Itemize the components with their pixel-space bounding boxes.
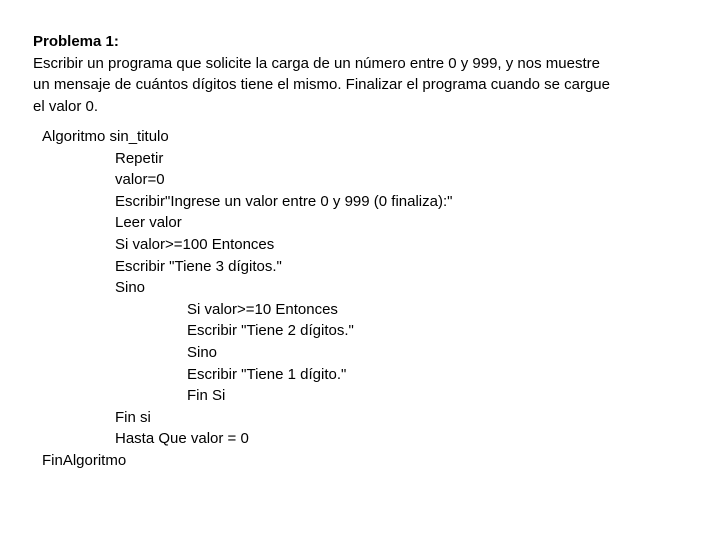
code-line: Algoritmo sin_titulo xyxy=(42,128,169,145)
code-line: Hasta Que valor = 0 xyxy=(115,430,249,448)
code-line: Si valor>=100 Entonces xyxy=(115,235,275,253)
code-line: Sino xyxy=(187,343,218,361)
code-line: Leer valor xyxy=(115,214,182,232)
code-line: valor=0 xyxy=(115,171,165,189)
code-line: Sino xyxy=(115,279,146,297)
code-line: Fin si xyxy=(115,408,151,426)
code-line: Escribir "Tiene 3 dígitos." xyxy=(115,257,282,275)
algorithm-code xyxy=(42,126,452,472)
code-line: Si valor>=10 Entonces xyxy=(187,300,338,318)
code-line: FinAlgoritmo xyxy=(42,451,127,469)
code-line: Escribir "Tiene 2 dígitos." xyxy=(187,322,354,340)
code-line: Fin Si xyxy=(187,387,226,405)
problem-description: Escribir un programa que solicite la carga de un número entre 0 y 999, y nos muestre un mensaje de cuántos dígitos tiene el mismo. Finalizar el programa cuando se cargue el valor 0. xyxy=(33,54,610,115)
code-line: Escribir"Ingrese un valor entre 0 y 999 (0 finaliza):" xyxy=(115,192,453,210)
code-line: Escribir "Tiene 1 dígito." xyxy=(187,365,347,383)
problem-title: Problema 1: xyxy=(33,33,119,50)
code-line: Repetir xyxy=(115,149,164,167)
problem-statement xyxy=(33,31,713,117)
